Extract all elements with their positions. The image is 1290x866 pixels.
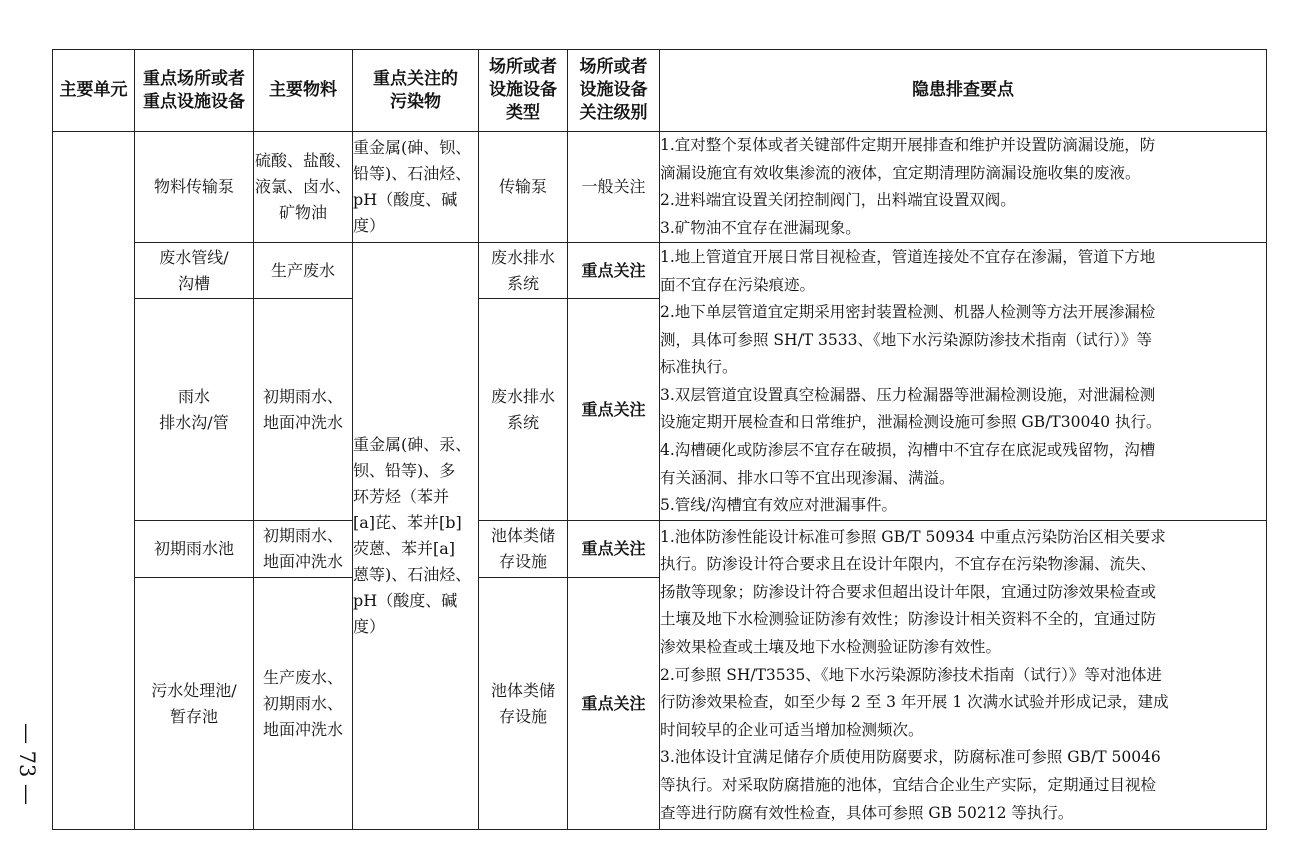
header-place: 重点场所或者 重点设施设备	[135, 50, 254, 132]
table-row	[53, 521, 1267, 578]
material-cell: 初期雨水、 地面冲洗水	[254, 299, 353, 521]
header-level: 场所或者 设施设备 关注级别	[568, 50, 660, 132]
level-cell: 重点关注	[568, 299, 660, 521]
pollutant-cell: 重金属(砷、汞、 钡、铅等)、多 环芳烃（苯并 [a]芘、苯并[b] 荧蒽、苯并[a] 蒽等)、石油烃、 pH（酸度、碱 度）	[353, 243, 479, 830]
header-unit: 主要单元	[53, 50, 135, 132]
points-cell: 1.宜对整个泵体或者关键部件定期开展排查和维护并设置防滴漏设施，防 滴漏设施宜有效收集渗流的液体，宜定期清理防滴漏设施收集的废液。 2.进料端宜设置关闭控制阀门，出料端宜设置双阀。 3.矿物油不宜存在泄漏现象。	[660, 132, 1267, 243]
type-cell: 废水排水 系统	[479, 299, 568, 521]
header-material: 主要物料	[254, 50, 353, 132]
type-cell: 传输泵	[479, 132, 568, 243]
table-row	[53, 132, 1267, 243]
page-number: — 73 —	[15, 722, 40, 806]
type-cell: 池体类储 存设施	[479, 578, 568, 830]
place-cell: 雨水 排水沟/管	[135, 299, 254, 521]
material-cell: 生产废水	[254, 243, 353, 299]
header-points: 隐患排查要点	[660, 50, 1267, 132]
unit-cell	[53, 132, 135, 830]
points-cell: 1.地上管道宜开展日常目视检查，管道连接处不宜存在渗漏，管道下方地 面不宜存在污染痕迹。 2.地下单层管道宜定期采用密封装置检测、机器人检测等方法开展渗漏检 测，具体可参照 SH/T 3533、《地下水污染源防渗技术指南（试行）》等 标准执行。 3.双层管道宜设置真空检漏器、压力检漏器等泄漏检测设施，对泄漏检测 设施定期开展检查和日常维护，泄漏检测设施可参照 GB/T30040 执行。 4.沟槽硬化或防渗层不宜存在破损，沟槽中不宜存在底泥或残留物，沟槽 有关涵洞、排水口等不宜出现渗漏、满溢。 5.管线/沟槽宜有效应对泄漏事件。	[660, 243, 1267, 521]
level-cell: 重点关注	[568, 521, 660, 578]
level-cell: 一般关注	[568, 132, 660, 243]
table-row	[53, 243, 1267, 299]
pollutant-cell: 重金属(砷、钡、 铅等)、石油烃、 pH（酸度、碱 度）	[353, 132, 479, 243]
place-cell: 物料传输泵	[135, 132, 254, 243]
material-cell: 硫酸、盐酸、 液氯、卤水、 矿物油	[254, 132, 353, 243]
place-cell: 初期雨水池	[135, 521, 254, 578]
points-cell: 1.池体防渗性能设计标准可参照 GB/T 50934 中重点污染防治区相关要求 执行。防渗设计符合要求且在设计年限内，不宜存在污染物渗漏、流失、 扬散等现象；防渗设计符合要求但超出设计年限，宜通过防渗效果检查或 土壤及地下水检测验证防渗有效性；防渗设计相关资料不全的，宜通过防 渗效果检查或土壤及地下水检测验证防渗有效性。 2.可参照 SH/T3535、《地下水污染源防渗技术指南（试行）》等对池体进 行防渗效果检查，如至少每 2 至 3 年开展 1 次满水试验并形成记录，建成 时间较早的企业可适当增加检测频次。 3.池体设计宜满足储存介质使用防腐要求，防腐标准可参照 GB/T 50046 等执行。对采取防腐措施的池体，宜结合企业生产实际，定期通过目视检 查等进行防腐有效性检查，具体可参照 GB 50212 等执行。	[660, 521, 1267, 830]
type-cell: 废水排水 系统	[479, 243, 568, 299]
material-cell: 生产废水、 初期雨水、 地面冲洗水	[254, 578, 353, 830]
level-cell: 重点关注	[568, 578, 660, 830]
header-row	[53, 50, 1267, 132]
place-cell: 污水处理池/ 暂存池	[135, 578, 254, 830]
header-pollutant: 重点关注的 污染物	[353, 50, 479, 132]
place-cell: 废水管线/ 沟槽	[135, 243, 254, 299]
hazard-check-table	[52, 49, 1267, 830]
header-type: 场所或者 设施设备 类型	[479, 50, 568, 132]
type-cell: 池体类储 存设施	[479, 521, 568, 578]
material-cell: 初期雨水、 地面冲洗水	[254, 521, 353, 578]
level-cell: 重点关注	[568, 243, 660, 299]
